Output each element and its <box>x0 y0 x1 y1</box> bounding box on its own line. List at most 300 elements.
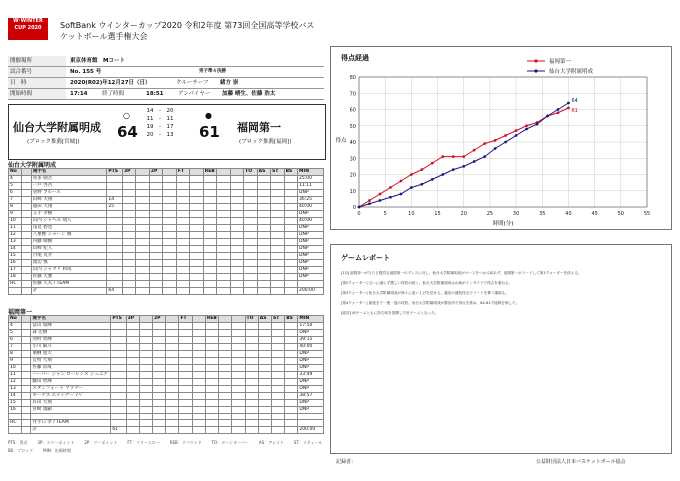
stat-cell <box>232 379 245 386</box>
stat-cell: FT <box>176 169 189 176</box>
stat-cell: 6 <box>9 190 22 197</box>
stat-cell <box>163 253 176 260</box>
stat-cell: DNP <box>298 330 324 337</box>
stat-cell: FT <box>179 316 192 323</box>
table-row <box>9 351 324 358</box>
data-point <box>494 147 497 150</box>
stat-cell: ST <box>271 316 284 323</box>
stat-legend-item: FT：フリースロー <box>127 440 160 445</box>
stat-cell <box>179 365 192 372</box>
stat-cell <box>139 316 152 323</box>
stat-cell <box>163 288 176 295</box>
stat-cell <box>219 330 232 337</box>
stat-cell <box>22 372 31 379</box>
stat-cell: 40:00 <box>298 204 324 211</box>
stat-cell <box>136 260 149 267</box>
stat-cell <box>163 218 176 225</box>
data-point <box>483 155 486 158</box>
stat-cell <box>219 393 232 400</box>
stat-cell <box>230 288 243 295</box>
stat-cell <box>230 176 243 183</box>
stat-cell <box>271 344 284 351</box>
stat-cell: 八重樫 ショーン 維 <box>31 232 107 239</box>
stat-cell <box>176 246 189 253</box>
data-point <box>410 186 413 189</box>
data-point <box>483 142 486 145</box>
data-point <box>525 124 528 127</box>
table-row <box>9 365 324 372</box>
stat-cell <box>153 386 166 393</box>
stat-cell <box>190 197 203 204</box>
stat-cell <box>258 372 271 379</box>
stat-cell <box>258 393 271 400</box>
stat-cell <box>257 281 270 288</box>
stat-cell <box>107 183 123 190</box>
stat-cell <box>284 232 297 239</box>
stat-cell <box>107 218 123 225</box>
table-row <box>9 211 324 218</box>
stat-cell <box>258 344 271 351</box>
data-point <box>389 186 392 189</box>
stat-cell <box>163 190 176 197</box>
stat-cell <box>285 386 298 393</box>
stat-cell <box>122 274 135 281</box>
period-scores: 14 - 20 11 - 11 19 - 17 20 - 13 <box>146 108 174 138</box>
stat-cell <box>258 365 271 372</box>
x-tick-label: 50 <box>617 211 625 217</box>
stat-cell: 17 <box>9 267 22 274</box>
stat-cell: 荒牧 大翔 <box>31 358 111 365</box>
stat-cell: 10 <box>9 218 22 225</box>
stat-cell <box>203 267 216 274</box>
data-point <box>567 106 570 109</box>
stat-cell <box>284 197 297 204</box>
stat-cell <box>190 274 203 281</box>
stat-cell <box>136 246 149 253</box>
stat-cell <box>139 351 152 358</box>
stat-cell <box>192 386 205 393</box>
stat-cell: HC <box>9 281 22 288</box>
stat-cell <box>192 316 205 323</box>
home-marker-icon: ○ <box>123 111 130 120</box>
stat-cell <box>203 204 216 211</box>
stat-cell <box>126 427 139 434</box>
stat-cell <box>139 344 152 351</box>
stat-cell <box>284 204 297 211</box>
stat-cell: 9 <box>9 211 22 218</box>
stat-cell <box>230 274 243 281</box>
y-tick-label: 40 <box>349 140 356 146</box>
stat-cell <box>163 239 176 246</box>
stat-cell: DNP <box>298 351 324 358</box>
stat-cell: ハーパー ジャン ローレンス ジュニア <box>31 372 111 379</box>
stat-cell <box>271 232 284 239</box>
game-info: 開催場所 東京体育館 Mコート 試合番号 No. 155 号 男子準々決勝 日 時 2020(R02)年12月27日（日） クルーチーフ 緒方 崇 開始時間 17:14 終了時間 18:51 アンパイヤー 加藤 晴生、佐藤 浩太 <box>8 56 324 100</box>
data-point <box>431 178 434 181</box>
stat-cell: 61 <box>111 427 126 434</box>
organization: 公益財団法人日本バスケットボール協会 <box>536 459 626 465</box>
stat-cell <box>190 260 203 267</box>
stat-cell: 13 <box>9 239 22 246</box>
legend-marker <box>534 69 537 72</box>
x-tick-label: 25 <box>486 211 494 217</box>
stat-cell: 栗栖 寛大 <box>31 351 111 358</box>
stat-cell <box>153 323 166 330</box>
stat-cell <box>271 420 284 427</box>
stat-cell <box>22 427 31 434</box>
y-tick-label: 20 <box>349 172 356 179</box>
away-score: 61 <box>199 123 220 141</box>
stat-cell <box>22 386 31 393</box>
stat-cell <box>136 281 149 288</box>
stat-cell <box>205 386 218 393</box>
end-value-label: 64 <box>571 98 578 104</box>
stat-cell <box>203 246 216 253</box>
stat-cell <box>190 267 203 274</box>
stat-cell <box>163 204 176 211</box>
stat-cell <box>122 267 135 274</box>
stat-cell <box>126 358 139 365</box>
stat-cell <box>217 253 230 260</box>
stat-cell: 山崎 大翔 <box>31 197 107 204</box>
data-point <box>420 183 423 186</box>
stat-cell <box>139 420 152 427</box>
stat-cell <box>217 190 230 197</box>
stat-cell <box>139 393 152 400</box>
stat-cell <box>230 232 243 239</box>
stat-cell <box>126 393 139 400</box>
title-line2: ケットボール選手権大会 <box>60 32 148 41</box>
stat-cell <box>22 323 31 330</box>
stat-cell <box>203 225 216 232</box>
home-score: 64 <box>117 123 138 141</box>
stat-cell <box>190 239 203 246</box>
x-tick-label: 45 <box>591 211 598 217</box>
stat-cell: 3P <box>126 316 139 323</box>
stat-cell <box>245 330 258 337</box>
stat-cell: 64 <box>107 288 123 295</box>
stat-cell <box>285 400 298 407</box>
stat-cell <box>149 176 162 183</box>
stat-cell <box>139 427 152 434</box>
stat-cell <box>163 183 176 190</box>
stat-cell: 17:50 <box>298 323 324 330</box>
table-row <box>9 246 324 253</box>
stat-cell <box>136 169 149 176</box>
stat-cell <box>163 260 176 267</box>
stat-cell <box>166 316 179 323</box>
stat-cell: 2P <box>149 169 162 176</box>
stat-cell <box>271 197 284 204</box>
stat-cell: No <box>9 169 22 176</box>
stat-cell <box>136 190 149 197</box>
stat-cell <box>22 393 31 400</box>
stat-cell <box>190 183 203 190</box>
table-row <box>9 358 324 365</box>
stat-cell: 15 <box>9 253 22 260</box>
data-point <box>399 180 402 183</box>
stat-cell <box>284 176 297 183</box>
stat-cell <box>9 427 22 434</box>
stat-cell <box>190 246 203 253</box>
table-row <box>9 239 324 246</box>
stat-cell <box>230 169 243 176</box>
stat-cell <box>271 225 284 232</box>
data-point <box>441 173 444 176</box>
stat-cell <box>244 239 257 246</box>
stat-cell <box>219 323 232 330</box>
y-tick-label: 0 <box>352 205 356 211</box>
stat-cell <box>166 337 179 344</box>
stat-cell: DNP <box>298 260 324 267</box>
stat-cell <box>203 253 216 260</box>
stat-cell <box>163 225 176 232</box>
stat-cell <box>149 246 162 253</box>
stat-cell <box>107 260 123 267</box>
stat-cell <box>149 281 162 288</box>
stat-cell <box>284 281 297 288</box>
stat-cell: 33:49 <box>298 372 324 379</box>
x-tick-label: 20 <box>460 211 467 217</box>
stat-cell <box>139 372 152 379</box>
stat-cell <box>179 400 192 407</box>
stat-cell <box>217 225 230 232</box>
stat-cell <box>230 281 243 288</box>
stat-cell: DNP <box>298 267 324 274</box>
away-marker-icon: ● <box>205 111 212 120</box>
stat-cell: DNP <box>298 253 324 260</box>
stat-cell <box>203 274 216 281</box>
stat-cell <box>258 330 271 337</box>
stat-cell <box>192 427 205 434</box>
stat-cell: 渡辺 慎 <box>31 260 107 267</box>
stat-cell <box>232 365 245 372</box>
stat-cell <box>179 407 192 414</box>
stat-cell: 山崎 紀人 <box>31 246 107 253</box>
stat-cell <box>149 239 162 246</box>
stat-cell <box>136 183 149 190</box>
stat-cell <box>179 323 192 330</box>
stat-cell <box>190 281 203 288</box>
stat-cell <box>22 246 31 253</box>
table-row <box>9 204 324 211</box>
stat-cell <box>245 323 258 330</box>
stat-cell <box>149 218 162 225</box>
stat-cell: DNP <box>298 246 324 253</box>
stat-cell: 山内 ジャヘル 琉人 <box>31 218 107 225</box>
stat-cell <box>217 239 230 246</box>
stat-cell <box>257 288 270 295</box>
report-paragraph: [第4クォーター] 最後まで一進一退の攻防。仙台大学附属明成が勝負所で得点を重ね、64-61で接戦を制した。 <box>341 301 520 305</box>
stat-cell <box>205 407 218 414</box>
stat-cell <box>22 358 31 365</box>
stat-cell <box>22 281 31 288</box>
stat-cell <box>149 260 162 267</box>
stat-cell <box>166 386 179 393</box>
stat-cell <box>126 337 139 344</box>
stat-cell <box>232 407 245 414</box>
stat-cell <box>107 232 123 239</box>
stat-cell <box>179 427 192 434</box>
stat-cell <box>258 351 271 358</box>
stat-cell <box>284 267 297 274</box>
stat-cell <box>176 225 189 232</box>
stat-cell: 玉手 孝樹 <box>31 211 107 218</box>
stat-cell <box>153 407 166 414</box>
stat-cell <box>219 407 232 414</box>
stat-cell: 25 <box>107 204 123 211</box>
stat-cell <box>192 330 205 337</box>
stat-cell <box>126 323 139 330</box>
stat-cell <box>244 197 257 204</box>
stat-cell <box>111 365 126 372</box>
stat-cell: DNP <box>298 232 324 239</box>
stat-cell <box>217 197 230 204</box>
stat-cell <box>136 176 149 183</box>
stat-cell <box>126 420 139 427</box>
stat-cell: 河村 勇輝 <box>31 337 111 344</box>
stat-cell <box>9 288 22 295</box>
stat-cell <box>271 176 284 183</box>
stat-cell <box>245 358 258 365</box>
table-row <box>9 407 324 414</box>
stat-cell <box>122 190 135 197</box>
stat-cell <box>244 260 257 267</box>
stat-cell <box>245 351 258 358</box>
stat-cell <box>271 323 284 330</box>
chart-title: 得点経過 <box>341 54 369 62</box>
stat-cell: 12 <box>9 232 22 239</box>
stat-cell <box>271 246 284 253</box>
stat-cell <box>179 372 192 379</box>
stat-cell <box>232 420 245 427</box>
stat-cell: 6 <box>9 337 22 344</box>
stat-cell <box>232 358 245 365</box>
stat-cell <box>230 197 243 204</box>
end-value-label: 61 <box>571 107 578 114</box>
table-row <box>9 337 324 344</box>
stat-cell <box>245 365 258 372</box>
stat-cell <box>153 427 166 434</box>
table-row <box>9 420 324 427</box>
stat-cell <box>22 169 31 176</box>
stat-cell <box>271 211 284 218</box>
data-point <box>515 134 518 137</box>
stat-cell <box>203 183 216 190</box>
stat-cell <box>192 379 205 386</box>
table-row <box>9 400 324 407</box>
stat-cell <box>271 239 284 246</box>
data-point <box>504 134 507 137</box>
stat-cell <box>22 239 31 246</box>
stat-cell <box>257 197 270 204</box>
stat-cell <box>126 372 139 379</box>
stat-cell <box>22 183 31 190</box>
stat-legend-item: REB：リバウンド <box>169 440 202 445</box>
x-tick-label: 0 <box>357 211 361 217</box>
stat-cell <box>244 288 257 295</box>
stat-cell <box>111 393 126 400</box>
stat-cell <box>284 274 297 281</box>
stat-cell: 選手名 <box>31 316 111 323</box>
table-header-row <box>9 316 324 323</box>
stat-cell <box>219 365 232 372</box>
stat-cell <box>22 379 31 386</box>
data-point <box>379 193 382 196</box>
stat-cell <box>107 281 123 288</box>
data-point <box>358 206 361 209</box>
stat-cell <box>153 372 166 379</box>
stat-cell <box>203 281 216 288</box>
stat-cell <box>245 420 258 427</box>
stat-cell <box>257 260 270 267</box>
stat-cell: 佐藤 涼成 <box>31 365 111 372</box>
stat-cell: ST <box>271 169 284 176</box>
stat-cell <box>203 239 216 246</box>
stat-cell <box>285 420 298 427</box>
stat-cell <box>217 246 230 253</box>
stat-cell <box>285 330 298 337</box>
table-row <box>9 253 324 260</box>
stat-cell <box>153 337 166 344</box>
stat-cell <box>22 176 31 183</box>
stat-cell: 5 <box>9 330 22 337</box>
stat-cell <box>176 253 189 260</box>
stat-cell <box>126 407 139 414</box>
x-tick-label: 35 <box>539 211 546 217</box>
stat-cell <box>257 183 270 190</box>
stat-cell <box>219 337 232 344</box>
stat-cell: 25:00 <box>298 176 324 183</box>
stat-cell <box>176 267 189 274</box>
data-point <box>473 149 476 152</box>
stat-cell: 5 <box>9 183 22 190</box>
data-point <box>515 129 518 132</box>
stat-cell <box>176 204 189 211</box>
data-point <box>525 128 528 131</box>
stat-cell <box>230 267 243 274</box>
stat-cell <box>136 288 149 295</box>
stat-cell <box>271 379 284 386</box>
stat-cell <box>258 379 271 386</box>
stat-cell <box>232 393 245 400</box>
stat-cell: 16 <box>9 407 22 414</box>
stat-cell <box>179 379 192 386</box>
stat-cell <box>149 183 162 190</box>
stat-cell <box>203 211 216 218</box>
stat-cell <box>232 330 245 337</box>
stat-cell <box>122 239 135 246</box>
stat-cell <box>285 427 298 434</box>
stat-cell: 藤田 智輝 <box>31 379 111 386</box>
table-row <box>9 393 324 400</box>
stat-legend <box>8 440 324 454</box>
stat-cell <box>219 400 232 407</box>
stat-cell <box>176 288 189 295</box>
scoreboard <box>8 104 326 160</box>
stat-cell: 13 <box>9 386 22 393</box>
stat-cell <box>139 365 152 372</box>
stat-cell <box>285 358 298 365</box>
stat-cell: 選手名 <box>31 169 107 176</box>
stat-cell <box>205 372 218 379</box>
stat-cell <box>230 211 243 218</box>
stat-cell <box>203 197 216 204</box>
stat-cell <box>244 204 257 211</box>
x-tick-label: 40 <box>565 211 572 217</box>
stat-cell <box>192 337 205 344</box>
x-tick-label: 55 <box>643 211 651 217</box>
